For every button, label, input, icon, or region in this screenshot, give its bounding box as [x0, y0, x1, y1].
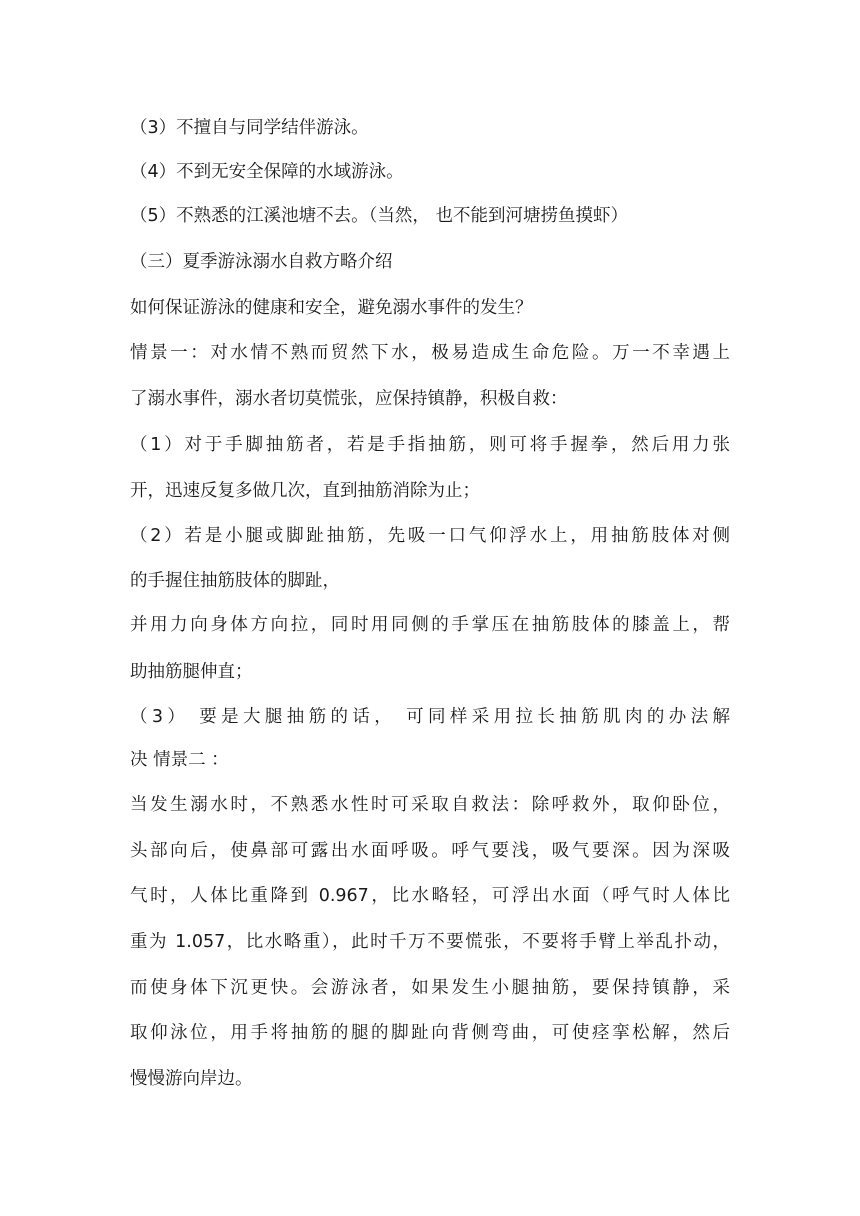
text-line: （2）若是小腿或脚趾抽筋，先吸一口气仰浮水上，用抽筋肢体对侧	[130, 526, 730, 546]
text-line: 重为 1.057，比水略重），此时千万不要慌张，不要将手臂上举乱扑动，	[130, 932, 730, 952]
text-line: 头部向后，使鼻部可露出水面呼吸。呼气要浅，吸气要深。因为深吸	[130, 841, 730, 861]
text-line: 当发生溺水时，不熟悉水性时可采取自救法：除呼救外，取仰卧位，	[130, 795, 730, 815]
text-line: 情景一：对水情不熟而贸然下水，极易造成生命危险。万一不幸遇上	[130, 343, 730, 363]
text-line: （三）夏季游泳溺水自救方略介绍	[130, 252, 393, 272]
text-line: 决 情景二 ：	[130, 750, 229, 770]
text-line: 助抽筋腿伸直；	[130, 662, 253, 682]
text-line: （1）对于手脚抽筋者，若是手指抽筋，则可将手握拳，然后用力张	[130, 435, 730, 455]
text-line: 了溺水事件，溺水者切莫慌张，应保持镇静，积极自救：	[130, 389, 568, 409]
text-line: （5）不熟悉的江溪池塘不去。（当然， 也不能到河塘捞鱼摸虾）	[130, 206, 628, 226]
text-line: 而使身体下沉更快。会游泳者，如果发生小腿抽筋，要保持镇静，采	[130, 978, 730, 998]
text-line: 的手握住抽筋肢体的脚趾，	[130, 571, 340, 591]
text-line: 如何保证游泳的健康和安全，避免溺水事件的发生？	[130, 298, 533, 318]
text-line: 并用力向身体方向拉，同时用同侧的手掌压在抽筋肢体的膝盖上，帮	[130, 615, 730, 635]
text-line: （3） 要是大腿抽筋的话， 可同样采用拉长抽筋肌肉的办法解	[130, 707, 730, 727]
text-line: （3）不擅自与同学结伴游泳。	[130, 118, 369, 138]
text-line: （4）不到无安全保障的水域游泳。	[130, 162, 404, 182]
text-line: 气时，人体比重降到 0.967，比水略轻，可浮出水面（呼气时人体比	[130, 886, 730, 906]
text-line: 慢慢游向岸边。	[130, 1069, 253, 1089]
text-line: 取仰泳位，用手将抽筋的腿的脚趾向背侧弯曲，可使痉挛松解，然后	[130, 1023, 730, 1043]
text-line: 开，迅速反复多做几次，直到抽筋消除为止；	[130, 481, 480, 501]
